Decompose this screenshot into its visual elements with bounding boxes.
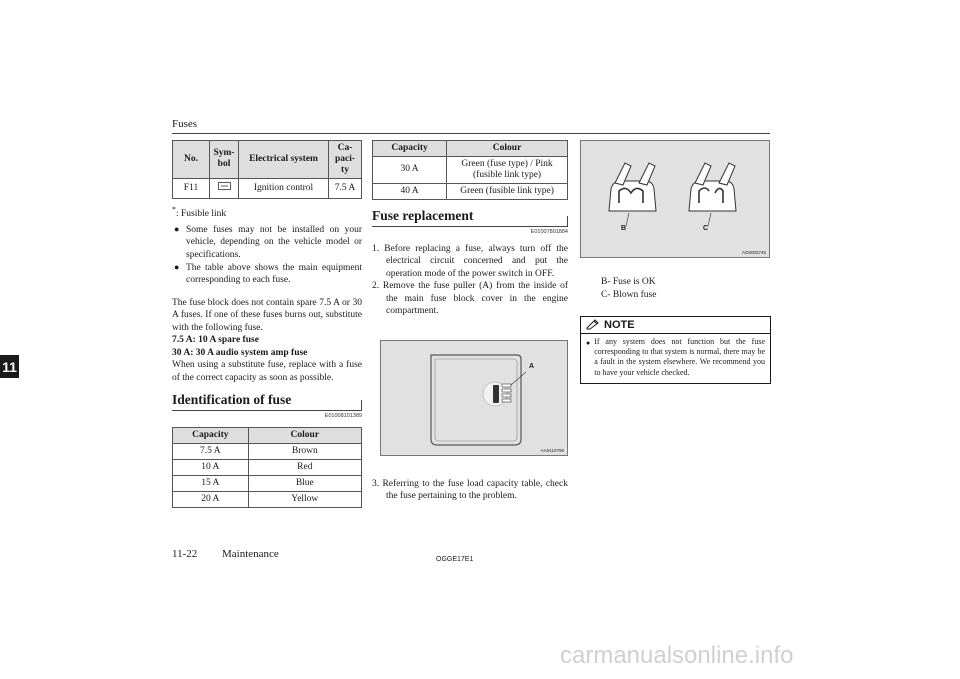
fuse-no: F11 — [173, 178, 210, 198]
table-row — [173, 476, 362, 492]
fuse-symbol-icon — [210, 178, 239, 198]
table-row — [173, 460, 362, 476]
asterisk-marker: * — [172, 204, 176, 214]
note-text: If any system does not function but the fuse corresponding to that system is normal, there may be a fault in the system elsewhere. We recommend you to have your vehicle checked. — [594, 336, 765, 377]
section-heading-identification: Identification of fuse — [172, 392, 292, 408]
spare-outro: When using a substitute fuse, replace with a fuse of the correct capacity as soon as possible. — [172, 360, 362, 383]
colour-cell: Red — [248, 460, 361, 476]
header-rule — [172, 133, 770, 134]
section-code: E01007801884 — [530, 228, 568, 235]
capacity-cell: 7.5 A — [173, 444, 249, 460]
colour-table-continued — [372, 140, 568, 200]
bullet-list — [172, 224, 362, 287]
colour-cell: Yellow — [248, 491, 361, 507]
chapter-tab: 11 — [0, 355, 19, 378]
column-middle — [372, 140, 568, 503]
column-left — [172, 140, 362, 508]
section-heading-replacement: Fuse replacement — [372, 207, 474, 223]
table-row — [173, 178, 362, 198]
list-item: 1. Before replacing a fuse, always turn off the electrical circuit concerned and put the operation mode of the power switch in OFF. — [372, 243, 568, 279]
caption-fuse-ok: B- Fuse is OK — [601, 277, 656, 287]
table-row — [173, 444, 362, 460]
callout-label-a: A — [529, 362, 535, 370]
callout-label-b: B — [621, 225, 627, 232]
fuse-system: Ignition control — [239, 178, 329, 198]
capacity-cell: 20 A — [173, 491, 249, 507]
colour-cell: Blue — [248, 476, 361, 492]
watermark: carmanualsonline.info — [560, 642, 794, 669]
note-pencil-icon — [586, 319, 600, 330]
replacement-steps — [372, 243, 568, 318]
fusible-link-text: : Fusible link — [175, 208, 227, 219]
capacity-cell: 40 A — [373, 183, 447, 199]
bullet-icon: ● — [586, 338, 591, 347]
table-row — [173, 491, 362, 507]
list-item: 3. Referring to the fuse load capacity table, check the fuse pertaining to the problem. — [372, 478, 568, 502]
capacity-cell: 15 A — [173, 476, 249, 492]
fuse-table-header-no: No. — [173, 141, 210, 179]
replacement-steps-continued — [372, 478, 568, 503]
fuse-table-header-capacity: Ca-paci-ty — [329, 141, 362, 179]
figure-code: AA0110796 — [540, 447, 564, 453]
section-rule — [172, 410, 362, 411]
spare-line-1: 7.5 A: 10 A spare fuse — [172, 335, 259, 346]
list-item: ● The table above shows the main equipment corresponding to each fuse. — [172, 262, 362, 287]
fuse-block-cover-figure — [380, 340, 568, 456]
figure-captions — [580, 276, 771, 302]
footer-page-number: 11-22 — [172, 548, 198, 560]
footer-code: OGGE17E1 — [436, 556, 474, 563]
capacity-cell: 10 A — [173, 460, 249, 476]
list-item: 2. Remove the fuse puller (A) from the inside of the main fuse block cover in the engine compartment. — [372, 281, 568, 317]
table-row — [373, 156, 568, 183]
fuse-table — [172, 140, 362, 199]
colour-cell: Green (fusible link type) — [447, 183, 568, 199]
section-rule — [372, 226, 568, 227]
note-body — [581, 334, 770, 384]
identification-header-colour: Colour — [248, 428, 361, 444]
fuse-condition-illustration — [581, 141, 769, 257]
caption-blown-fuse: C- Blown fuse — [601, 289, 657, 300]
page-header-title: Fuses — [172, 118, 198, 130]
identification-header-capacity: Capacity — [173, 428, 249, 444]
colour-table2-header-colour: Colour — [447, 141, 568, 157]
fuse-condition-figure — [580, 140, 770, 258]
colour-cell: Green (fuse type) / Pink (fusible link type) — [447, 156, 568, 183]
figure-code: AG0002745 — [741, 250, 766, 255]
identification-table — [172, 427, 362, 508]
fusible-link-note — [172, 205, 362, 219]
callout-label-c: C — [703, 225, 709, 232]
fuse-table-header-symbol: Sym-bol — [210, 141, 239, 179]
note-header — [581, 317, 770, 334]
fuse-block-cover-illustration — [381, 341, 567, 455]
table-row — [373, 183, 568, 199]
list-item: ● Some fuses may not be installed on your vehicle, depending on the vehicle model or specifications. — [172, 224, 362, 262]
fuse-table-header-system: Electrical system — [239, 141, 329, 179]
spare-line-2: 30 A: 30 A audio system amp fuse — [172, 347, 308, 358]
note-box — [580, 316, 771, 385]
column-right — [580, 140, 771, 384]
colour-table2-header-capacity: Capacity — [373, 141, 447, 157]
footer-section: Maintenance — [222, 548, 279, 560]
capacity-cell: 30 A — [373, 156, 447, 183]
fuse-capacity: 7.5 A — [329, 178, 362, 198]
colour-cell: Brown — [248, 444, 361, 460]
note-title: NOTE — [604, 318, 635, 331]
spare-intro: The fuse block does not contain spare 7.5 A or 30 A fuses. If one of these fuses burns out, substitute with the following fuse. — [172, 297, 362, 333]
section-code: E01008101389 — [324, 413, 362, 420]
